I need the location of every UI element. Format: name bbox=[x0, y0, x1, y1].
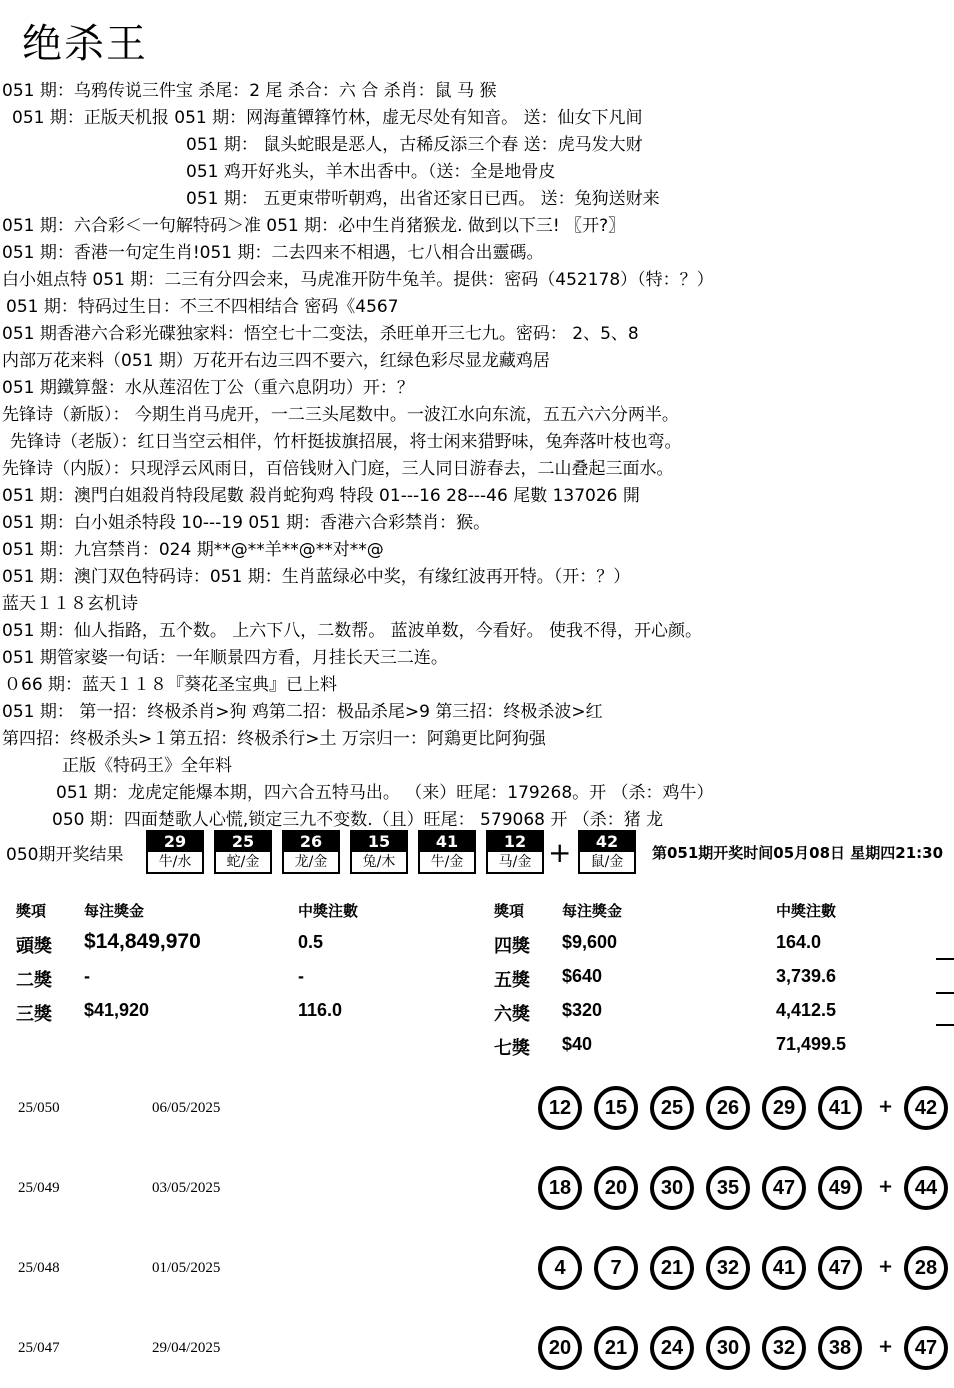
text-line: 白小姐点特 051 期：二三有分四会来，马虎准开防牛兔羊。提供：密码（452178）（特：？） bbox=[2, 270, 714, 290]
text-line: 051 期：龙虎定能爆本期，四六合五特马出。 （来）旺尾：179268。开 （杀：鸡牛） bbox=[56, 783, 714, 803]
history-ball: 18 bbox=[538, 1166, 582, 1210]
text-line: 051 期：正版天机报 051 期：网海董镡箨竹林，虚无尽处有知音。 送：仙女下凡间 bbox=[12, 108, 643, 128]
ball-zodiac: 马/金 bbox=[498, 854, 532, 870]
history-ball: 15 bbox=[594, 1086, 638, 1130]
history-ball: 35 bbox=[706, 1166, 750, 1210]
divider-mark bbox=[936, 992, 954, 994]
history-ball: 20 bbox=[538, 1326, 582, 1370]
history-ball: 12 bbox=[538, 1086, 582, 1130]
text-line: 先锋诗（新版）： 今期生肖马虎开，一二三头尾数中。一波江水向东流，五五六六分两半。 bbox=[2, 405, 679, 425]
text-line: ０66 期：蓝天１１８『葵花圣宝典』已上料 bbox=[4, 675, 338, 695]
history-ball: 32 bbox=[762, 1326, 806, 1370]
prize-name: 五獎 bbox=[494, 970, 530, 990]
ball-zodiac: 蛇/金 bbox=[226, 854, 260, 870]
table-header: 每注獎金 bbox=[84, 903, 145, 920]
history-ball: 21 bbox=[650, 1246, 694, 1290]
text-line: 051 期： 第一招：终极杀肖>狗 鸡第二招：极品杀尾>9 第三招：终极杀波>红 bbox=[2, 702, 603, 722]
prize-name: 六獎 bbox=[494, 1004, 530, 1024]
ball-number: 26 bbox=[284, 832, 338, 852]
prize-name: 七獎 bbox=[494, 1038, 530, 1058]
page-title: 绝杀王 bbox=[22, 21, 148, 67]
text-line: 051 期： 五更束带听朝鸡，出省还家日已西。 送：兔狗送财来 bbox=[186, 189, 660, 209]
plus-sign: + bbox=[878, 1256, 894, 1277]
history-ball: 47 bbox=[762, 1166, 806, 1210]
ball-number: 41 bbox=[420, 832, 474, 852]
table-header: 中獎注數 bbox=[298, 903, 359, 920]
draw-id: 25/049 bbox=[18, 1180, 60, 1196]
text-line: 051 期：乌鸦传说三件宝 杀尾：2 尾 杀合：六 合 杀肖：鼠 马 猴 bbox=[2, 81, 497, 101]
history-ball: 32 bbox=[706, 1246, 750, 1290]
prize-amount: $14,849,970 bbox=[84, 930, 201, 953]
prize-count: 4,412.5 bbox=[776, 1000, 837, 1020]
history-ball: 26 bbox=[706, 1086, 750, 1130]
table-header: 獎項 bbox=[494, 903, 525, 920]
text-line: 051 鸡开好兆头，羊木出香中。（送：全是地骨皮 bbox=[186, 162, 556, 182]
divider-mark bbox=[936, 1024, 954, 1026]
history-ball: 41 bbox=[762, 1246, 806, 1290]
text-line: 051 期：白小姐杀特段 10---19 051 期：香港六合彩禁肖：猴。 bbox=[2, 513, 491, 533]
history-ball: 21 bbox=[594, 1326, 638, 1370]
history-ball: 41 bbox=[818, 1086, 862, 1130]
history-ball: 4 bbox=[538, 1246, 582, 1290]
result-ball bbox=[486, 830, 544, 874]
prize-count: 0.5 bbox=[298, 932, 324, 952]
ball-zodiac: 鼠/金 bbox=[590, 854, 624, 870]
history-ball: 25 bbox=[650, 1086, 694, 1130]
prize-amount: $41,920 bbox=[84, 1000, 150, 1020]
draw-id: 25/047 bbox=[18, 1340, 60, 1356]
plus-sign: + bbox=[878, 1336, 894, 1357]
text-line: 051 期管家婆一句话：一年顺景四方看，月挂长天三二连。 bbox=[2, 648, 448, 668]
history-special-ball: 44 bbox=[904, 1166, 948, 1210]
prize-amount: - bbox=[84, 966, 90, 986]
special-ball bbox=[578, 830, 636, 874]
draw-id: 25/048 bbox=[18, 1260, 60, 1276]
history-special-ball: 47 bbox=[904, 1326, 948, 1370]
text-line: 蓝天１１８玄机诗 bbox=[2, 594, 138, 614]
divider-mark bbox=[936, 958, 954, 960]
draw-id: 25/050 bbox=[18, 1100, 60, 1116]
history-ball: 38 bbox=[818, 1326, 862, 1370]
ball-number: 12 bbox=[488, 832, 542, 852]
text-line: 先锋诗（老版）：红日当空云相伴，竹杆挺拔旗招展，将士闲来猎野味，兔奔落叶枝也弯。 bbox=[10, 432, 682, 452]
prize-count: 71,499.5 bbox=[776, 1034, 847, 1054]
history-special-ball: 42 bbox=[904, 1086, 948, 1130]
table-header: 獎項 bbox=[16, 903, 47, 920]
ball-zodiac: 牛/水 bbox=[158, 854, 192, 870]
text-line: 051 期：九宫禁肖：024 期**@**羊**@**对**@ bbox=[2, 540, 384, 560]
ball-zodiac: 兔/木 bbox=[362, 854, 396, 870]
text-line: 050 期：四面楚歌人心慌,锁定三九不变数.（且）旺尾： 579068 开 （杀：猪 龙 bbox=[52, 810, 664, 830]
text-line: 第四招：终极杀头>１第五招：终极杀行>土 万宗归一：阿鶏更比阿狗强 bbox=[2, 729, 546, 749]
prize-amount: $320 bbox=[562, 1000, 603, 1020]
result-ball bbox=[146, 830, 204, 874]
prize-name: 三獎 bbox=[16, 1004, 52, 1024]
prize-amount: $40 bbox=[562, 1034, 593, 1054]
prize-count: - bbox=[298, 966, 304, 986]
history-ball: 30 bbox=[706, 1326, 750, 1370]
plus-sign: + bbox=[878, 1096, 894, 1117]
prize-count: 164.0 bbox=[776, 932, 822, 952]
history-special-ball: 28 bbox=[904, 1246, 948, 1290]
draw-date: 06/05/2025 bbox=[152, 1100, 221, 1116]
next-draw-time: 第051期开奖时间05月08日 星期四21:30 bbox=[652, 844, 944, 862]
result-ball bbox=[418, 830, 476, 874]
prize-name: 四獎 bbox=[494, 936, 530, 956]
text-line: 051 期：特码过生日：不三不四相结合 密码《4567 bbox=[6, 297, 399, 317]
text-line: 051 期：仙人指路，五个数。 上六下八，二数帮。 蓝波单数，今看好。 使我不得，开心颜。 bbox=[2, 621, 703, 641]
text-line: 内部万花来料（051 期）万花开右边三四不要六，红绿色彩尽显龙藏鸡居 bbox=[2, 351, 550, 371]
ball-number: 25 bbox=[216, 832, 270, 852]
prize-count: 3,739.6 bbox=[776, 966, 837, 986]
result-ball bbox=[282, 830, 340, 874]
draw-date: 01/05/2025 bbox=[152, 1260, 221, 1276]
history-ball: 47 bbox=[818, 1246, 862, 1290]
prize-name: 二獎 bbox=[16, 970, 52, 990]
text-line: 051 期：香港一句定生肖!051 期：二去四来不相遇，七八相合出靈碼。 bbox=[2, 243, 544, 263]
draw-date: 29/04/2025 bbox=[152, 1340, 221, 1356]
prize-amount: $640 bbox=[562, 966, 603, 986]
ball-number: 29 bbox=[148, 832, 202, 852]
ball-number: 15 bbox=[352, 832, 406, 852]
text-line: 051 期：澳門白姐殺肖特段尾數 殺肖蛇狗鸡 特段 01---16 28---46 尾數 137026 開 bbox=[2, 486, 640, 506]
text-line: 正版《特码王》全年料 bbox=[62, 756, 232, 776]
draw-date: 03/05/2025 bbox=[152, 1180, 221, 1196]
result-ball bbox=[214, 830, 272, 874]
history-ball: 29 bbox=[762, 1086, 806, 1130]
history-ball: 49 bbox=[818, 1166, 862, 1210]
plus-sign: + bbox=[878, 1176, 894, 1197]
history-ball: 24 bbox=[650, 1326, 694, 1370]
text-line: 051 期： 鼠头蛇眼是恶人，古稀反添三个春 送：虎马发大财 bbox=[186, 135, 643, 155]
plus-sign: + bbox=[548, 836, 572, 869]
history-ball: 20 bbox=[594, 1166, 638, 1210]
text-line: 先锋诗（内版）：只现浮云风雨日，百倍钱财入门庭，三人同日游春去，二山叠起三面水。 bbox=[2, 459, 674, 479]
text-line: 051 期：澳门双色特码诗：051 期：生肖蓝绿必中奖，有缘红波再开特。（开：？） bbox=[2, 567, 631, 587]
ball-zodiac: 龙/金 bbox=[294, 854, 328, 870]
table-header: 每注獎金 bbox=[562, 903, 623, 920]
text-line: 051 期：六合彩＜一句解特码＞准 051 期：必中生肖猪猴龙. 做到以下三! 〖开?〗 bbox=[2, 216, 626, 236]
history-ball: 7 bbox=[594, 1246, 638, 1290]
prize-amount: $9,600 bbox=[562, 932, 618, 952]
history-ball: 30 bbox=[650, 1166, 694, 1210]
text-line: 051 期鐵算盤：水从莲沼佐丁公（重六息阴功）开：？ bbox=[2, 378, 414, 398]
result-ball bbox=[350, 830, 408, 874]
result-label: 050期开奖结果 bbox=[6, 845, 124, 865]
ball-zodiac: 牛/金 bbox=[430, 854, 464, 870]
prize-count: 116.0 bbox=[298, 1000, 343, 1020]
ball-number: 42 bbox=[580, 832, 634, 852]
table-header: 中獎注數 bbox=[776, 903, 837, 920]
text-line: 051 期香港六合彩光碟独家料：悟空七十二变法，杀旺单开三七九。密码： 2、5、8 bbox=[2, 324, 639, 344]
prize-name: 頭獎 bbox=[16, 936, 52, 956]
